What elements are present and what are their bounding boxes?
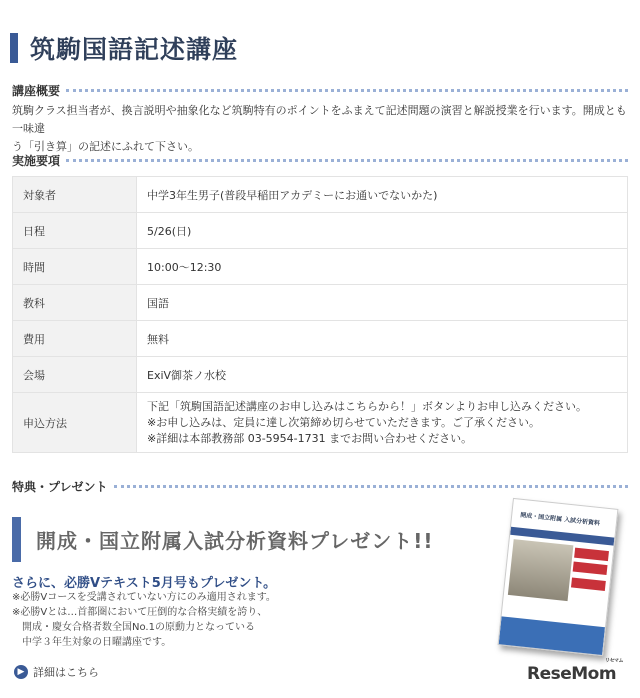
promo-note: 開成・慶女合格者数全国No.1の原動力となっている [12,622,255,633]
dotted-divider [114,485,628,488]
brochure-stat-badge [574,548,609,561]
row-value-line: ※お申し込みは、定員に達し次第締め切らせていただきます。ご了承ください。 [147,415,541,429]
table-row [13,177,628,213]
section-heading-details [12,152,628,169]
row-key: 費用 [13,321,137,357]
brochure-image [498,498,619,656]
section-label: 特典・プレゼント [12,480,108,494]
logo-text: ReseMom [527,664,617,684]
section-heading-overview [12,82,628,99]
table-row [13,285,628,321]
promo-headline: さらに、必勝Vテキスト5月号もプレゼント。 [12,576,277,591]
details-link-button[interactable] [14,664,99,680]
resemom-logo [527,658,623,684]
brochure-photo [508,539,574,601]
banner-text: 開成・国立附属入試分析資料プレゼント!! [36,529,434,553]
banner-accent-bar [12,517,21,562]
row-key: 教科 [13,285,137,321]
row-key: 日程 [13,213,137,249]
row-key: 時間 [13,249,137,285]
table-row [13,357,628,393]
page-title: 筑駒国語記述講座 [30,35,239,64]
dotted-divider [66,89,628,92]
row-value: 中学3年生男子(普段早稲田アカデミーにお通いでないかた) [137,177,628,213]
row-value: 無料 [137,321,628,357]
present-banner [12,507,488,567]
brochure-stat-badge [573,562,608,575]
promo-note: 中学３年生対象の日曜講座です。 [12,637,172,648]
row-key: 申込方法 [13,393,137,453]
dotted-divider [66,159,628,162]
arrow-right-icon: ▶ [14,665,28,679]
row-value: 5/26(日) [137,213,628,249]
section-label: 講座概要 [12,84,61,98]
brochure-title: 開成・国立附属 入試分析資料 [519,511,601,528]
section-label: 実施要項 [12,154,61,168]
details-table [12,176,628,453]
row-key: 会場 [13,357,137,393]
table-row [13,213,628,249]
row-value: ExiV御茶ノ水校 [137,357,628,393]
row-value-line: ※詳細は本部教務部 03-5954-1731 までお問い合わせください。 [147,431,473,445]
overview-line: 筑駒クラス担当者が、換言説明や抽象化など筑駒特有のポイントをふまえて記述問題の演習と解説授業を行います。開成とも一味違 [12,104,627,135]
table-row [13,249,628,285]
row-value: 国語 [137,285,628,321]
brochure-footer [498,616,605,656]
promo-note: ※必勝Vコースを受講されていない方にのみ適用されます。 [12,592,276,603]
page-title-block [10,30,238,66]
details-link-label: 詳細はこちら [33,666,99,679]
overview-text [12,102,628,156]
promo-note: ※必勝Vとは…首都圏において圧倒的な合格実績を誇り、 [12,607,268,618]
title-accent-bar [10,33,18,63]
row-value-line: 下記「筑駒国語記述講座のお申し込みはこちらから！」ボタンよりお申し込みください。 [147,399,587,413]
logo-kana: リセマム [605,658,623,664]
row-value-multiline [137,393,628,453]
overview-line: う「引き算」の記述にふれて下さい。 [12,140,199,153]
brochure-stat-badge [571,577,606,590]
table-row [13,321,628,357]
table-row [13,393,628,453]
section-heading-perks [12,478,628,495]
row-value: 10:00～12:30 [137,249,628,285]
row-key: 対象者 [13,177,137,213]
